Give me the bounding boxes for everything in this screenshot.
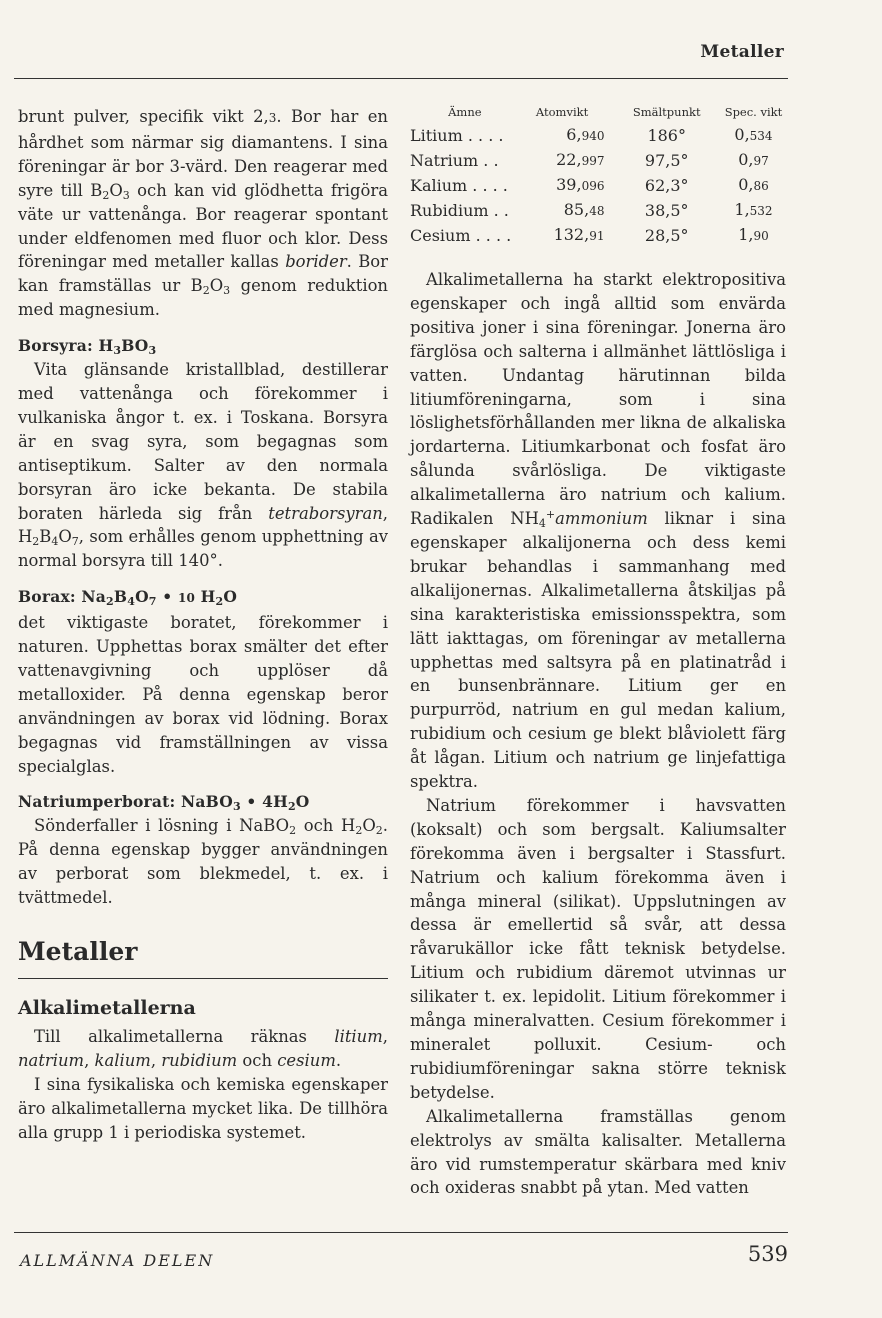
specific-weight: 1,90: [738, 225, 769, 244]
paragraph-alkali-list: Till alkalimetallerna räknas litium, natrium, kalium, rubidium och cesium.: [18, 1027, 388, 1070]
heading-natriumperborat: Natriumperborat: NaBO$_3$ • $4H_2O$: [18, 792, 310, 814]
table-row: [410, 173, 786, 198]
term-borider: borider: [285, 252, 347, 272]
element-name: Natrium . .: [410, 150, 499, 170]
term-ammonium: ammonium: [555, 509, 648, 529]
atomic-weight: 85,48: [563, 200, 605, 219]
table-row: [410, 223, 786, 248]
melting-point: 97,5°: [644, 150, 689, 170]
specific-weight: 1,532: [734, 200, 773, 219]
footer-section-label: ALLMÄNNA DELEN: [20, 1251, 215, 1270]
paragraph-bor-intro: brunt pulver, specifik vikt 2,3. Bor har en hårdhet som närmar sig diamantens. I sina föreningar är bor 3-värd. Den reagerar med syre till $B_2O_3$ och kan vid glödhetta frigöra väte ur vattenånga. Bor reagerar spontant under eldfenomen med fluor och klor. Dess föreningar med metaller kallas borider. Bor kan framställas ur $B_2O_3$ genom reduktion med magnesium.: [18, 107, 388, 320]
left-column: [18, 105, 388, 1145]
table-row: [410, 148, 786, 173]
section-title-metaller: Metaller: [18, 936, 388, 979]
alkali-metals-table: [410, 105, 786, 248]
column-header-spec-vikt: Spec. vikt: [724, 105, 783, 119]
paragraph-natriumperborat: Sönderfaller i lösning i NaBO$_2$ och $H_2O_2$. På denna egenskap bygger användningen av perborat som blekmedel, t. ex. i tvättmedel.: [18, 816, 388, 908]
paragraph-natrium-occurrence: Natrium förekommer i havsvatten (koksalt) och som bergsalt. Kaliumsalter förekomma även i bergsalter i Stassfurt. Natrium och kalium förekomma även i många mineral (silikat). Uppslutningen av dessa är emellertid så svår, att dessa råvarukällor icke fått teknisk betydelse. Litium och rubidium däremot utvinnas ur silikater t. ex. lepidolit. Litium förekommer i många mineralvatten. Cesium förekommer i mineralet polluxit. Cesium- och rubidiumföreningar sakna större teknisk betydelse.: [410, 795, 786, 1102]
melting-point: 186°: [647, 125, 686, 145]
footer-rule: [14, 1232, 788, 1233]
specific-weight: 0,534: [734, 125, 773, 144]
table-row: [410, 198, 786, 223]
element-name: Rubidium . .: [410, 200, 509, 220]
table-row: [410, 123, 786, 148]
right-column: [410, 105, 786, 1200]
subsection-title-alkalimetallerna: Alkalimetallerna: [18, 997, 196, 1019]
header-rule: [14, 78, 788, 79]
term-tetraborsyran: tetraborsyran: [268, 503, 383, 523]
paragraph-alkali-electropositive: Alkalimetallerna ha starkt elektropositiva egenskaper och ingå alltid som envärda positiva joner i sina föreningar. Jonerna äro färglösa och salterna i allmänhet lättlösliga i vatten. Undantag härutinnan bilda litiumföreningarna, som i sina löslighetsförhållanden mer likna de alkaliska jordarterna. Litiumkarbonat och fosfat äro sålunda svårlösliga. De viktigaste alkalimetallerna äro natrium och kalium. Radikalen $NH_4^+ammonium$ liknar i sina egenskaper alkalijonerna och dess kemi brukar behandlas i sammanhang med alkalijonernas. Alkalimetallerna åtskiljas på sina karakteristiska emissionsspektra, som lätt iakttagas, om föreningar av metallerna upphettas med saltsyra på en platinatråd i en bunsenbrännare. Litium ger en purpurröd, natrium en gul medan kalium, rubidium och cesium ge blekt blåviolett färg åt lågan. Litium och natrium ge linjefattiga spektra.: [410, 270, 786, 792]
specific-weight: 0,97: [738, 150, 769, 169]
column-header-amne: Ämne: [448, 105, 482, 119]
page-number: 539: [747, 1242, 788, 1266]
paragraph-borsyra: Vita glänsande kristallblad, destillerar med vattenånga och förekommer i vulkaniska ångor t. ex. i Toskana. Borsyra är en svag syra, som begagnas som antiseptikum. Salter av den normala borsyran äro icke bekanta. De stabila boraten härleda sig från tetraborsyran, $H_2B_4O_7$, som erhålles genom upphettning av normal borsyra till 140°.: [18, 360, 388, 571]
column-header-atomvikt: Atomvikt: [535, 105, 589, 119]
running-head: Metaller: [700, 42, 784, 62]
element-name: Litium . . . .: [410, 125, 504, 145]
page-footer: [0, 1220, 882, 1290]
paragraph-alkali-production: Alkalimetallerna framställas genom elektrolys av smälta kalisalter. Metallerna äro vid rumstemperatur skärbara med kniv och oxideras snabbt på ytan. Med vatten: [410, 1106, 786, 1198]
paragraph-alkali-properties: I sina fysikaliska och kemiska egenskaper äro alkalimetallerna mycket lika. De tillhöra alla grupp 1 i periodiska systemet.: [18, 1074, 388, 1142]
column-header-smaltpunkt: Smältpunkt: [632, 105, 701, 119]
paragraph-borax: det viktigaste boratet, förekommer i naturen. Upphettas borax smälter det efter vattenavgivning och upplöser då metalloxider. På denna egenskap beror användningen av borax vid lödning. Borax begagnas vid framställningen av vissa specialglas.: [18, 613, 388, 776]
element-name: Cesium . . . .: [410, 225, 512, 245]
page-header: [0, 0, 882, 80]
atomic-weight: 39,096: [556, 175, 605, 194]
atomic-weight: 132,91: [553, 225, 605, 244]
melting-point: 28,5°: [644, 225, 689, 245]
specific-weight: 0,86: [738, 175, 769, 194]
heading-borsyra: Borsyra: $H_3BO_3$: [18, 336, 157, 358]
atomic-weight: 22,997: [556, 150, 605, 169]
element-name: Kalium . . . .: [410, 175, 508, 195]
table-header-row: [410, 105, 786, 123]
heading-borax: Borax: $Na_2B_4O_7$ • 10 $H_2O$: [18, 587, 238, 609]
melting-point: 38,5°: [644, 200, 689, 220]
atomic-weight: 6,940: [566, 125, 605, 144]
melting-point: 62,3°: [644, 175, 689, 195]
